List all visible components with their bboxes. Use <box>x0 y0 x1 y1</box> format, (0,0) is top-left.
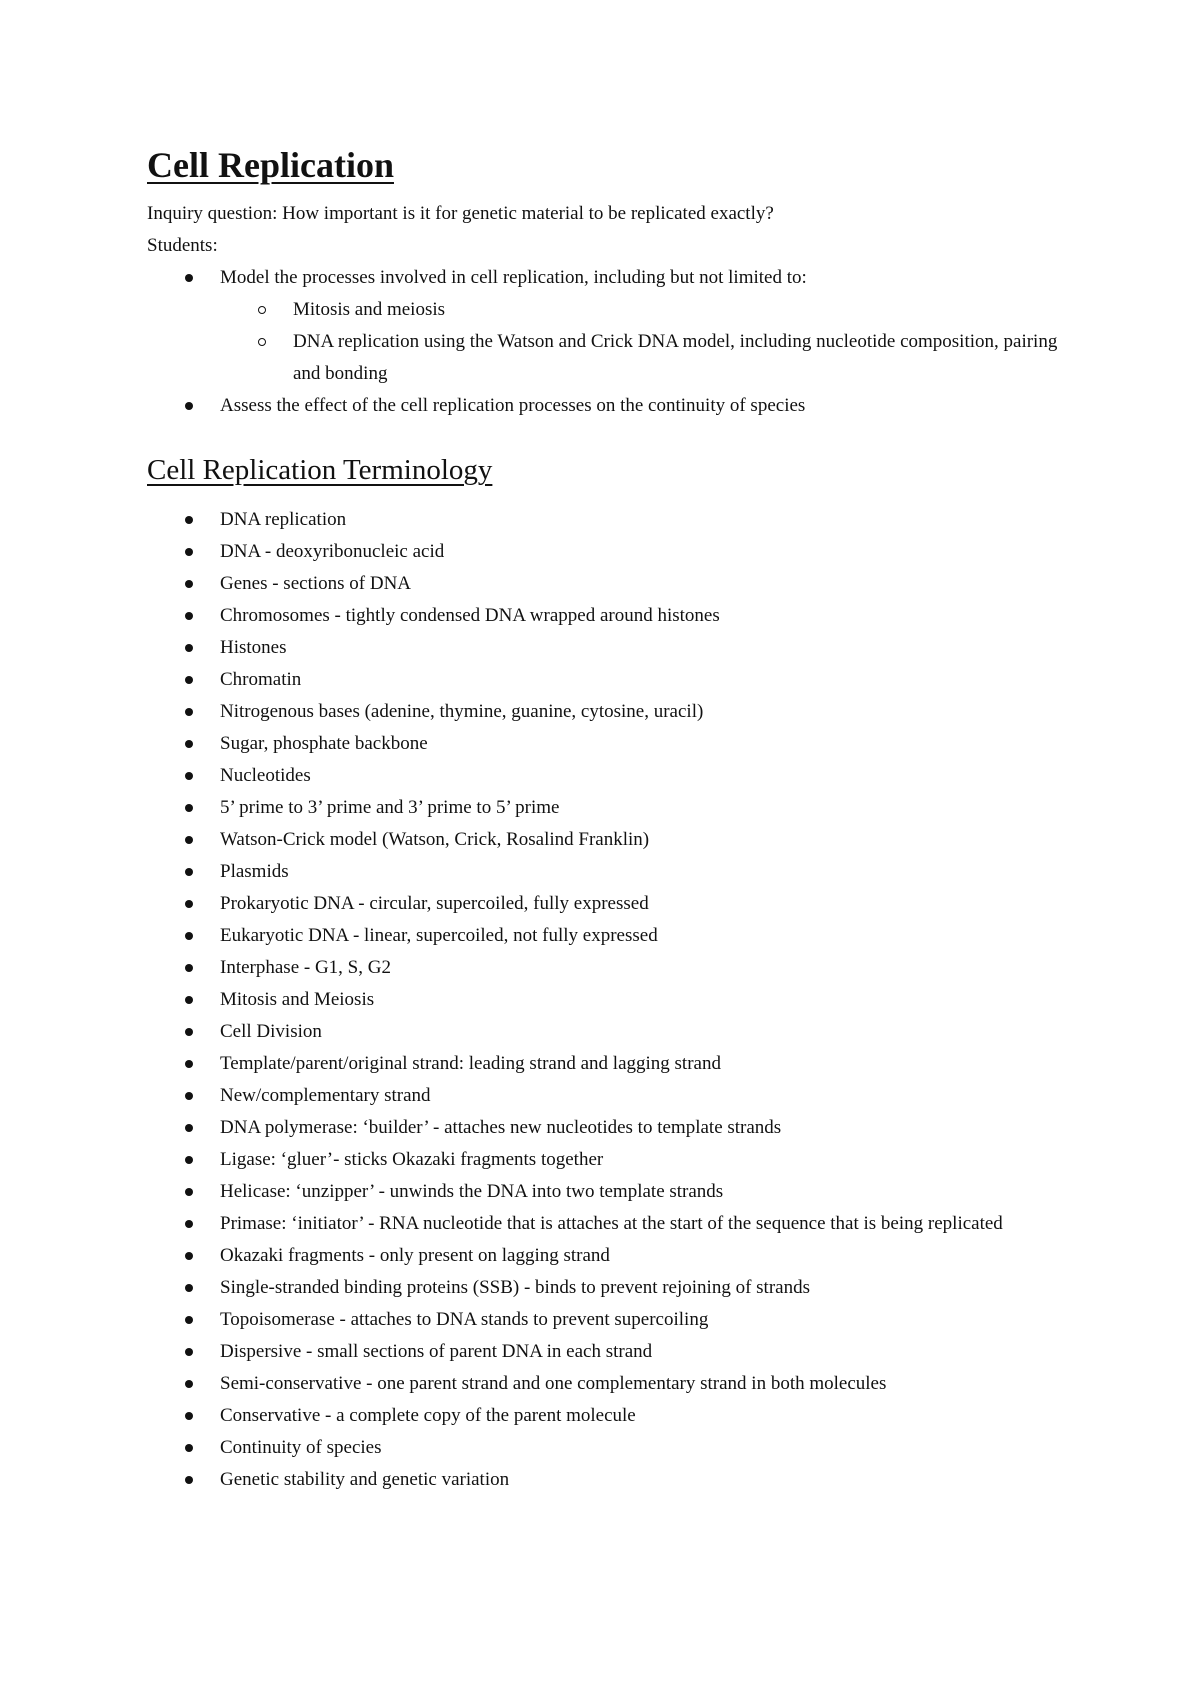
list-item: Template/parent/original strand: leading strand and lagging strand <box>147 1048 1077 1080</box>
students-label: Students: <box>147 235 218 256</box>
outcomes-list <box>147 262 1077 422</box>
list-item: DNA replication <box>147 504 1077 536</box>
list-item: Watson-Crick model (Watson, Crick, Rosalind Franklin) <box>147 824 1077 856</box>
outcome-text: Model the processes involved in cell replication, including but not limited to: <box>220 267 807 288</box>
list-item: Histones <box>147 632 1077 664</box>
list-item: Helicase: ‘unzipper’ - unwinds the DNA into two template strands <box>147 1176 1077 1208</box>
list-item: Plasmids <box>147 856 1077 888</box>
list-item: Nucleotides <box>147 760 1077 792</box>
document-content <box>147 140 1077 1496</box>
list-item: Cell Division <box>147 1016 1077 1048</box>
list-item: Semi-conservative - one parent strand and one complementary strand in both molecules <box>147 1368 1077 1400</box>
list-item: Dispersive - small sections of parent DNA in each strand <box>147 1336 1077 1368</box>
list-item: DNA - deoxyribonucleic acid <box>147 536 1077 568</box>
list-item: Sugar, phosphate backbone <box>147 728 1077 760</box>
list-item: 5’ prime to 3’ prime and 3’ prime to 5’ prime <box>147 792 1077 824</box>
list-item: New/complementary strand <box>147 1080 1077 1112</box>
list-item: Mitosis and Meiosis <box>147 984 1077 1016</box>
list-item: Eukaryotic DNA - linear, supercoiled, not fully expressed <box>147 920 1077 952</box>
inquiry-question: Inquiry question: How important is it for genetic material to be replicated exactly? <box>147 203 774 224</box>
list-item: Okazaki fragments - only present on lagging strand <box>147 1240 1077 1272</box>
list-item: Chromatin <box>147 664 1077 696</box>
outcome-sublist <box>220 294 1077 390</box>
list-item: Prokaryotic DNA - circular, supercoiled, fully expressed <box>147 888 1077 920</box>
list-item <box>147 262 1077 390</box>
list-item: Chromosomes - tightly condensed DNA wrapped around histones <box>147 600 1077 632</box>
list-item: Primase: ‘initiator’ - RNA nucleotide that is attaches at the start of the sequence that is being replicated <box>147 1208 1077 1240</box>
list-item: Mitosis and meiosis <box>220 294 1077 326</box>
list-item: DNA replication using the Watson and Crick DNA model, including nucleotide composition, pairing and bonding <box>220 326 1077 390</box>
list-item: Topoisomerase - attaches to DNA stands to prevent supercoiling <box>147 1304 1077 1336</box>
list-item: Genetic stability and genetic variation <box>147 1464 1077 1496</box>
page-title: Cell Replication <box>147 145 394 185</box>
list-item: Single-stranded binding proteins (SSB) - binds to prevent rejoining of strands <box>147 1272 1077 1304</box>
list-item: Interphase - G1, S, G2 <box>147 952 1077 984</box>
terminology-heading: Cell Replication Terminology <box>147 454 493 486</box>
list-item: DNA polymerase: ‘builder’ - attaches new nucleotides to template strands <box>147 1112 1077 1144</box>
list-item: Continuity of species <box>147 1432 1077 1464</box>
list-item: Assess the effect of the cell replication processes on the continuity of species <box>147 390 1077 422</box>
list-item: Conservative - a complete copy of the parent molecule <box>147 1400 1077 1432</box>
terminology-list <box>147 504 1077 1496</box>
list-item: Genes - sections of DNA <box>147 568 1077 600</box>
list-item: Nitrogenous bases (adenine, thymine, guanine, cytosine, uracil) <box>147 696 1077 728</box>
list-item: Ligase: ‘gluer’- sticks Okazaki fragments together <box>147 1144 1077 1176</box>
